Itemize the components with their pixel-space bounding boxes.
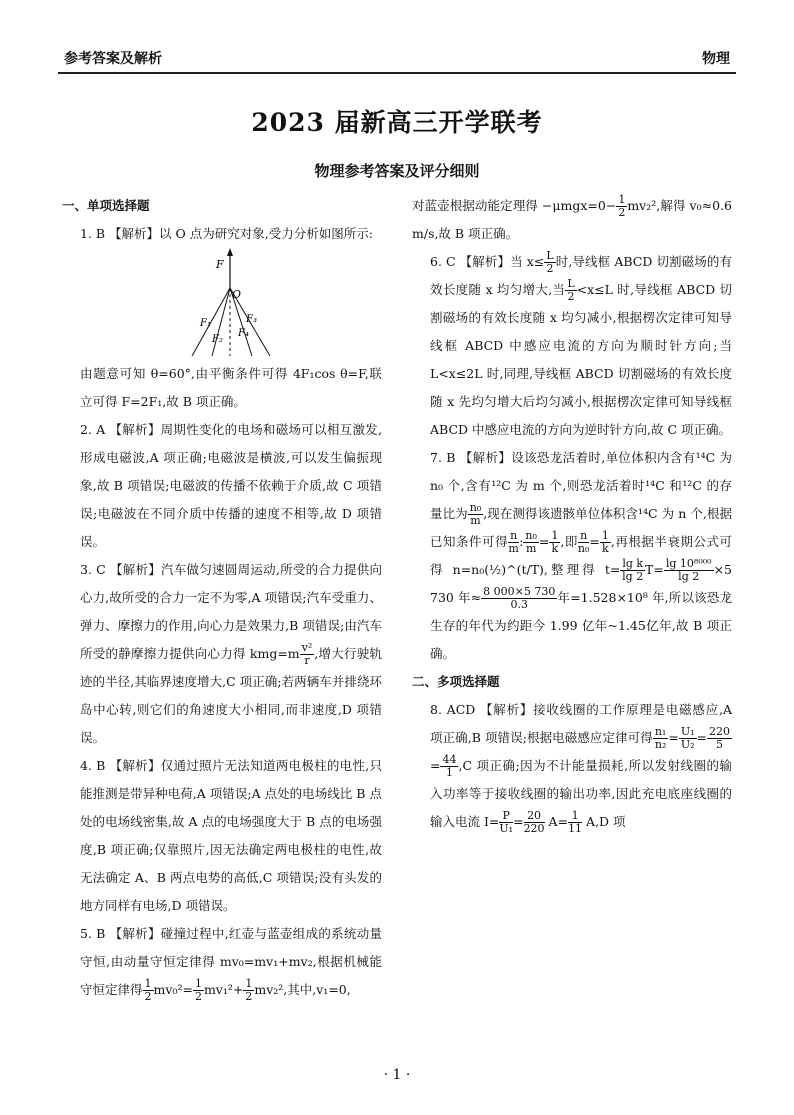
frac-v2-r: $\frac{\text{v²}}{r}$	[301, 641, 313, 667]
rope-1	[192, 288, 230, 356]
page-header	[58, 48, 736, 74]
page-number: · 1 ·	[383, 1067, 411, 1083]
section-single-choice: 一、单项选择题	[62, 198, 150, 213]
force-diagram	[62, 248, 382, 360]
q3: 3. C 【解析】汽车做匀速圆周运动,所受的合力提供向心力,故所受的合力一定不为零,A 项错误;汽车受重力、弹力、摩擦力的作用,向心力是效果力,B 项错误;由汽车所受的静摩擦力提供向心力得 kmg=m $\frac{\text{v²}}{r}$ ,增大行驶轨迹的半径,其临界速度增大,C 项正确;若两辆车并排绕环岛中心转,则它们的角速度大小相同,而非速度,D 项错误。	[80, 562, 382, 745]
label-O: O	[232, 288, 242, 301]
left-column	[62, 192, 382, 1004]
arrow-head-icon	[227, 248, 233, 256]
q2: 2. A 【解析】周期性变化的电场和磁场可以相互激发,形成电磁波,A 项正确;电磁波是横波,可以发生偏振现象,故 B 项错误;电磁波的传播不依赖于介质,故 C 项错误;电磁波在不同介质中传播的速度不相等,故 D 项错误。	[80, 422, 382, 549]
header-right: 物理	[702, 51, 730, 67]
q8: 8. ACD 【解析】接收线圈的工作原理是电磁感应,A 项正确,B 项错误;根据电磁感应定律可得 $\frac{\text{n₁}}{\text{n₂}}$ = $\frac{\text{U₁}}{\text{U₂}}$ = $\frac{220}{5}$ = $\frac{44}{1}$ ,C 项正确;因为不计能量损耗,所以发射线圈的输入功率等于接收线圈的输出功率,因此充电底座线圈的输入电流 I= $\frac{P}{\text{U₁}}$ = $\frac{20}{220}$ A= $\frac{1}{11}$ A,D 项	[430, 702, 732, 835]
q5: 5. B 【解析】碰撞过程中,红壶与蓝壶组成的系统动量守恒,由动量守恒定律得 mv₀=mv₁+mv₂,根据机械能守恒定律得 $\frac{1}{2}$ mv₀²= $\frac{1}{2}$ mv₁²+ $\frac{1}{2}$ mv₂²,其中,v₁=0,	[80, 926, 382, 1003]
label-F: F	[216, 258, 224, 271]
q6: 6. C 【解析】当 x≤ $\frac{L}{2}$ 时,导线框 ABCD 切割磁场的有效长度随 x 均匀增大,当 $\frac{L}{2}$ <x≤L 时,导线框 ABCD 切割磁场的有效长度随 x 均匀减小,根据楞次定律可知导线框 ABCD 中感应电流的方向为顺时针方向;当 L<x≤2L 时,同理,导线框 ABCD 切割磁场的有效长度随 x 先均匀增大后均匀减小,根据楞次定律可知导线框 ABCD 中感应电流的方向为逆时针方向,故 C 项正确。	[430, 249, 732, 437]
label-F2: F₂	[212, 334, 223, 345]
page-title: 2023 届新高三开学联考	[251, 108, 543, 137]
page-subtitle: 物理参考答案及评分细则	[314, 162, 480, 180]
header-left: 参考答案及解析	[64, 51, 162, 67]
right-column	[412, 192, 732, 836]
q4: 4. B 【解析】仅通过照片无法知道两电极柱的电性,只能推测是带异种电荷,A 项错误;A 点处的电场线比 B 点处的电场线密集,故 A 点的电场强度大于 B 点的电场强度,B 项正确;仅靠照片,因无法确定两电极柱的电性,故无法确定 A、B 两点电势的高低,C 项错误;没有头发的地方同样有电场,D 项错误。	[80, 758, 382, 913]
label-F1: F₁	[200, 318, 211, 329]
q1-after: 由题意可知 θ=60°,由平衡条件可得 4F₁cos θ=F,联立可得 F=2F₁,故 B 项正确。	[80, 366, 382, 409]
q7: 7. B 【解析】设该恐龙活着时,单位体积内含有¹⁴C 为 n₀ 个,含有¹²C 为 m 个,则恐龙活着时¹⁴C 和¹²C 的存量比为 $\frac{\text{n₀}}{m}$ ,现在测得该遗骸单位体积含¹⁴C 为 n 个,根据已知条件可得 $\frac{n}{m}$ : $\frac{\text{n₀}}{m}$ = $\frac{1}{k}$ ,即 $\frac{n}{\text{n₀}}$ = $\frac{1}{k}$ ,再根据半衰期公式可得 n=n₀(½)^(t/T),整理得 t= $\frac{\text{lg k}}{\lg 2}$ T= $\frac{\text{lg 10⁸⁰⁰⁰}}{\lg 2}$ ×5 730 年≈ $\frac{8 000\times 5 730}{0.3}$ 年=1.528×10⁸ 年,所以该恐龙生存的年代为约距今 1.99 亿年~1.45亿年,故 B 项正确。	[430, 450, 732, 661]
section-multi-choice: 二、多项选择题	[412, 674, 500, 689]
q1-head: 1. B 【解析】以 O 点为研究对象,受力分析如图所示:	[80, 226, 373, 241]
rope-2	[212, 288, 230, 356]
q5-cont: 对蓝壶根据动能定理得 −μmgx=0− $\frac{1}{2}$ mv₂²,解得 v₀≈0.6 m/s,故 B 项正确。	[412, 193, 732, 241]
label-F3: F₃	[246, 314, 257, 325]
label-F4: F₄	[238, 328, 249, 339]
